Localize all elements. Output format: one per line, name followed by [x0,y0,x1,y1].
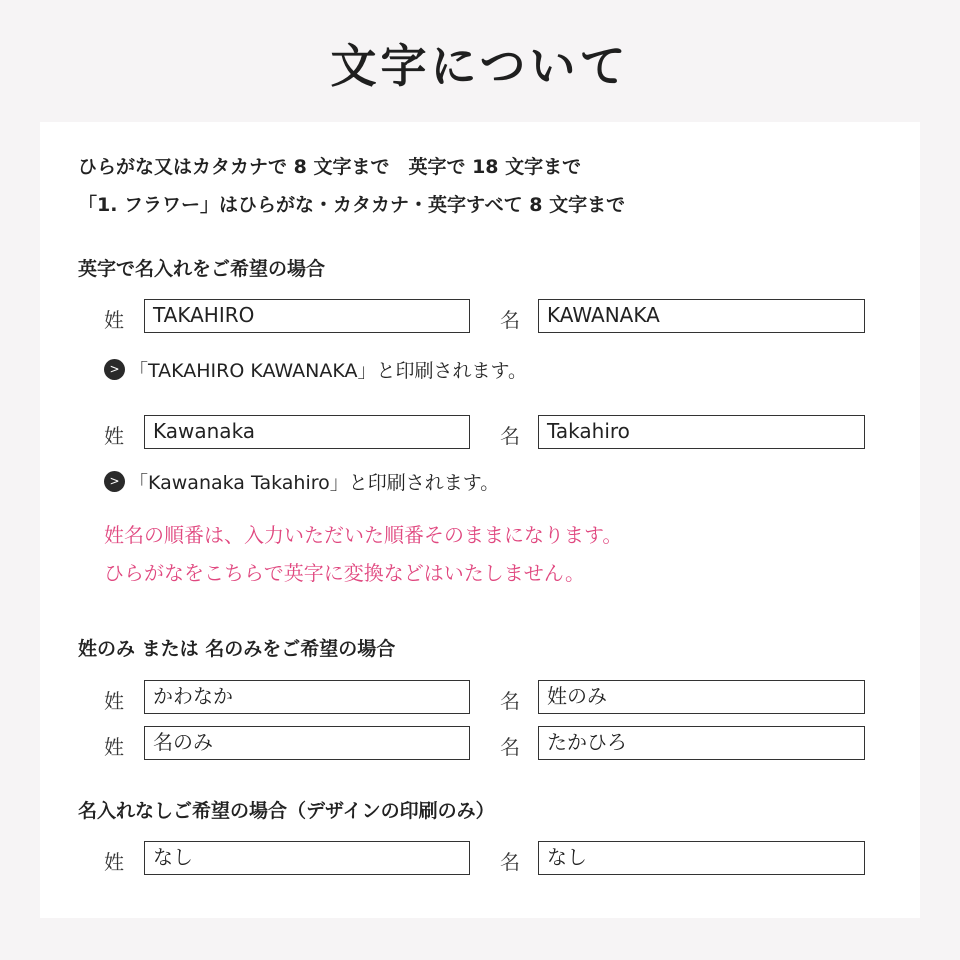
mei-field[interactable]: 姓のみ [538,680,865,714]
section-heading-single: 姓のみ または 名のみをご希望の場合 [78,638,396,660]
mei-field[interactable]: たかひろ [538,726,865,760]
mei-label: 名 [500,424,520,448]
intro-line-1: ひらがな又はカタカナで 8 文字まで 英字で 18 文字まで [78,156,582,178]
order-notice [104,516,622,592]
chevron-right-icon: > [104,471,125,492]
notice-line-2: ひらがなをこちらで英字に変換などはいたしません。 [104,561,585,585]
content-card [40,122,920,918]
intro-line-2: 「1. フラワー」はひらがな・カタカナ・英字すべて 8 文字まで [78,194,626,216]
section-heading-english: 英字で名入れをご希望の場合 [78,258,326,280]
mei-field[interactable]: Takahiro [538,415,865,449]
sei-field[interactable]: かわなか [144,680,470,714]
result-text: 「TAKAHIRO KAWANAKA」と印刷されます。 [129,360,527,382]
sei-label: 姓 [104,308,124,332]
mei-label: 名 [500,689,520,713]
sei-field[interactable]: 名のみ [144,726,470,760]
mei-label: 名 [500,850,520,874]
result-text: 「Kawanaka Takahiro」と印刷されます。 [129,472,500,494]
chevron-right-icon: > [104,359,125,380]
sei-label: 姓 [104,850,124,874]
section-heading-none: 名入れなしご希望の場合（デザインの印刷のみ） [78,800,495,822]
mei-field[interactable]: なし [538,841,865,875]
mei-field[interactable]: KAWANAKA [538,299,865,333]
sei-field[interactable]: なし [144,841,470,875]
mei-label: 名 [500,308,520,332]
sei-label: 姓 [104,689,124,713]
page-title: 文字について [330,39,630,93]
intro-text [78,148,625,224]
sei-label: 姓 [104,424,124,448]
mei-label: 名 [500,735,520,759]
sei-field[interactable]: Kawanaka [144,415,470,449]
result-line-1 [104,356,527,383]
sei-label: 姓 [104,735,124,759]
result-line-2 [104,468,499,495]
notice-line-1: 姓名の順番は、入力いただいた順番そのままになります。 [104,523,623,547]
sei-field[interactable]: TAKAHIRO [144,299,470,333]
